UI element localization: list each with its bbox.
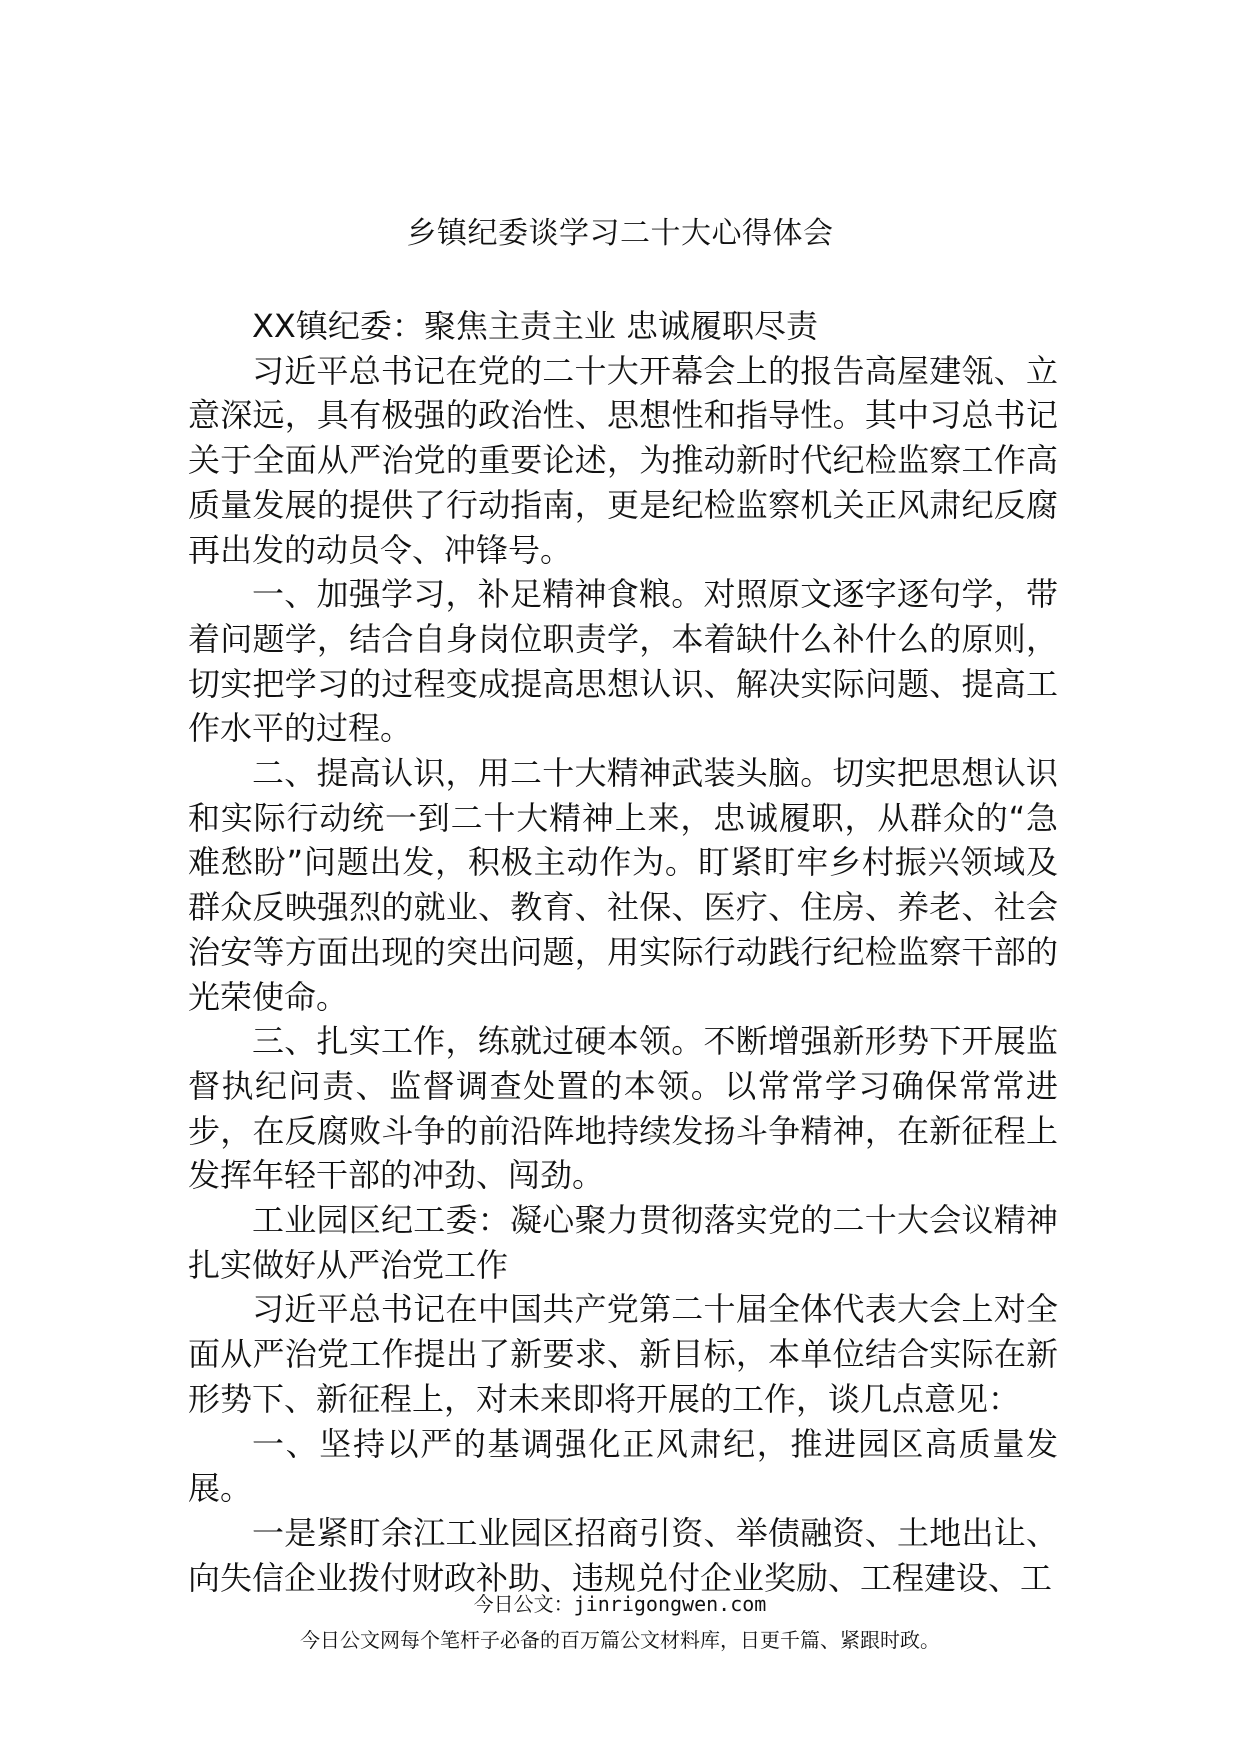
paragraph-park-point-one: 一、坚持以严的基调强化正风肃纪，推进园区高质量发展。 bbox=[188, 1424, 1058, 1508]
footer-watermark bbox=[0, 1590, 1240, 1654]
document-title: 乡镇纪委谈学习二十大心得体会 bbox=[406, 216, 834, 251]
document-body bbox=[188, 304, 1058, 1600]
footer-slogan: 今日公文网每个笔杆子必备的百万篇公文材料库，日更千篇、紧跟时政。 bbox=[300, 1628, 940, 1652]
paragraph-point-two: 二、提高认识，用二十大精神武装头脑。切实把思想认识和实际行动统一到二十大精神上来，忠诚履职，从群众的“急难愁盼”问题出发，积极主动作为。盯紧盯牢乡村振兴领域及群众反映强烈的就业、教育、社保、医疗、住房、养老、社会治安等方面出现的突出问题，用实际行动践行纪检监察干部的光荣使命。 bbox=[188, 754, 1058, 1016]
paragraph-point-one: 一、加强学习，补足精神食粮。对照原文逐字逐句学，带着问题学，结合自身岗位职责学，本着缺什么补什么的原则，切实把学习的过程变成提高思想认识、解决实际问题、提高工作水平的过程。 bbox=[188, 575, 1058, 748]
section-heading-industrial-park: 工业园区纪工委：凝心聚力贯彻落实党的二十大会议精神扎实做好从严治党工作 bbox=[188, 1201, 1058, 1284]
section-heading-town-committee: XX镇纪委：聚焦主责主业 忠诚履职尽责 bbox=[252, 307, 819, 345]
paragraph-park-intro: 习近平总书记在中国共产党第二十届全体代表大会上对全面从严治党工作提出了新要求、新目标，本单位结合实际在新形势下、新征程上，对未来即将开展的工作，谈几点意见： bbox=[188, 1290, 1058, 1418]
footer-site-link[interactable]: 今日公文：jinrigongwen.com bbox=[473, 1592, 767, 1616]
paragraph-park-detail: 一是紧盯余江工业园区招商引资、举债融资、土地出让、向失信企业拨付财政补助、违规兑付企业奖励、工程建设、工 bbox=[188, 1513, 1058, 1597]
paragraph-intro: 习近平总书记在党的二十大开幕会上的报告高屋建瓴、立意深远，具有极强的政治性、思想性和指导性。其中习总书记关于全面从严治党的重要论述，为推动新时代纪检监察工作高质量发展的提供了行动指南，更是纪检监察机关正风肃纪反腐再出发的动员令、冲锋号。 bbox=[188, 351, 1058, 569]
paragraph-point-three: 三、扎实工作，练就过硬本领。不断增强新形势下开展监督执纪问责、监督调查处置的本领。以常常学习确保常常进步，在反腐败斗争的前沿阵地持续发扬斗争精神，在新征程上发挥年轻干部的冲劲、闯劲。 bbox=[188, 1022, 1058, 1195]
